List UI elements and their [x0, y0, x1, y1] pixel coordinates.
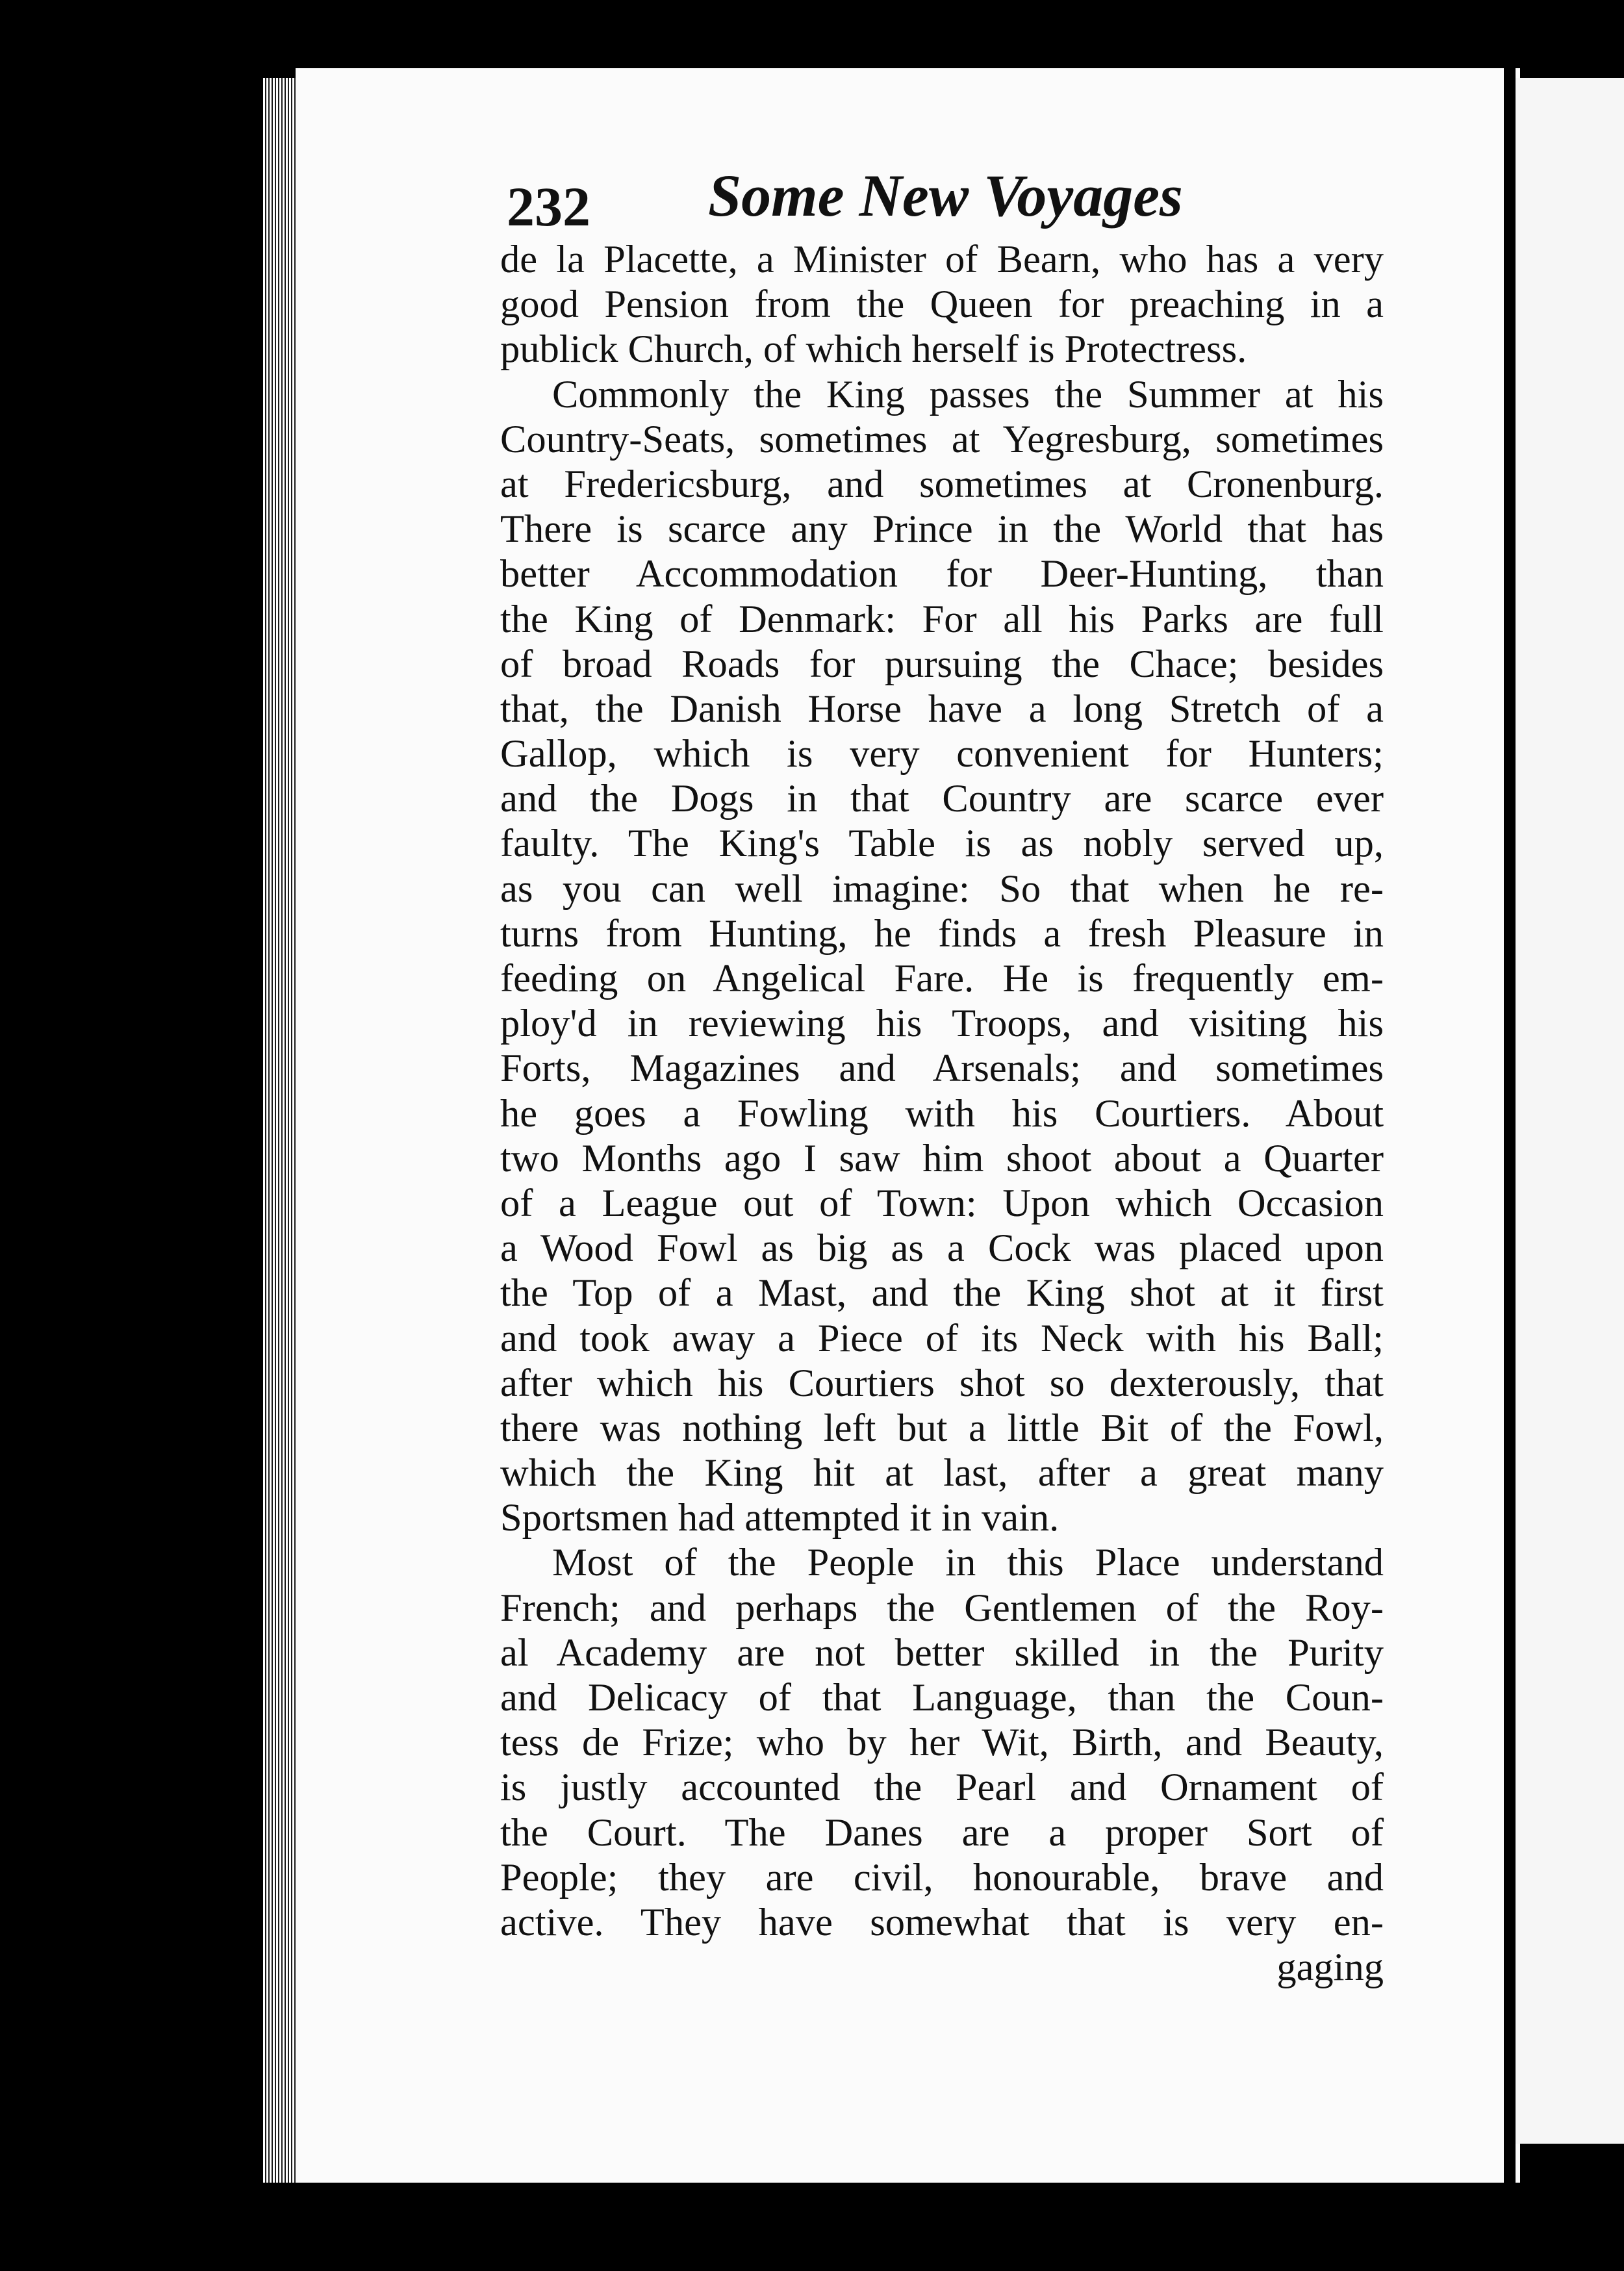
text-line: French; and perhaps the Gentlemen of the Roy-	[500, 1586, 1384, 1630]
text-line: feeding on Angelical Fare. He is frequently em-	[500, 957, 1384, 1000]
text-line: better Accommodation for Deer-Hunting, than	[500, 552, 1384, 596]
body-text	[500, 237, 1384, 1990]
text-line: the King of Denmark: For all his Parks are full	[500, 597, 1384, 641]
text-line: of a League out of Town: Upon which Occasion	[500, 1181, 1384, 1225]
text-line: There is scarce any Prince in the World that has	[500, 507, 1384, 552]
text-line: and took away a Piece of its Neck with his Ball;	[500, 1316, 1384, 1360]
text-line: active. They have somewhat that is very en-	[500, 1900, 1384, 1944]
text-line: Forts, Magazines and Arsenals; and sometimes	[500, 1047, 1384, 1091]
text-line: he goes a Fowling with his Courtiers. About	[500, 1091, 1384, 1136]
text-line: the Top of a Mast, and the King shot at it first	[500, 1271, 1384, 1315]
text-line: People; they are civil, honourable, brave and	[500, 1855, 1384, 1899]
text-line: the Court. The Danes are a proper Sort of	[500, 1810, 1384, 1855]
text-line: of broad Roads for pursuing the Chace; besides	[500, 642, 1384, 686]
text-line: that, the Danish Horse have a long Stretch of a	[500, 687, 1384, 731]
gutter	[1504, 52, 1516, 2183]
text-line: at Fredericsburg, and sometimes at Cronenburg.	[500, 462, 1384, 506]
text-line: after which his Courtiers shot so dexterously, that	[500, 1361, 1384, 1405]
text-line: good Pension from the Queen for preaching in a	[500, 283, 1384, 327]
text-line: Gallop, which is very convenient for Hunters;	[500, 732, 1384, 776]
catchword: gaging	[1276, 1946, 1384, 1990]
text-line: Sportsmen had attempted it in vain.	[500, 1496, 1059, 1540]
text-line: two Months ago I saw him shoot about a Quarter	[500, 1136, 1384, 1180]
text-line: publick Church, of which herself is Protectress.	[500, 327, 1247, 372]
facing-page-edge	[1516, 78, 1624, 2144]
text-line: there was nothing left but a little Bit of the Fowl,	[500, 1406, 1384, 1450]
running-title: Some New Voyages	[708, 162, 1183, 229]
text-line: and Delicacy of that Language, than the Coun-	[500, 1676, 1384, 1719]
text-line: a Wood Fowl as big as a Cock was placed upon	[500, 1226, 1384, 1271]
text-line: turns from Hunting, he finds a fresh Pleasure in	[500, 911, 1384, 956]
text-line: is justly accounted the Pearl and Ornament of	[500, 1766, 1384, 1810]
text-line: which the King hit at last, after a great many	[500, 1451, 1384, 1495]
text-line: al Academy are not better skilled in the Purity	[500, 1630, 1384, 1675]
text-line: tess de Frize; who by her Wit, Birth, and Beauty,	[500, 1721, 1384, 1765]
text-line: faulty. The King's Table is as nobly served up,	[500, 822, 1384, 866]
text-line: Most of the People in this Place understand	[552, 1541, 1384, 1585]
text-line: ploy'd in reviewing his Troops, and visiting his	[500, 1002, 1384, 1046]
page-number: 232	[507, 175, 590, 238]
text-line: Commonly the King passes the Summer at his	[552, 372, 1384, 416]
text-line: and the Dogs in that Country are scarce ever	[500, 777, 1384, 821]
text-line: Country-Seats, sometimes at Yegresburg, sometimes	[500, 417, 1384, 461]
text-line: as you can well imagine: So that when he re-	[500, 867, 1384, 911]
text-line: de la Placette, a Minister of Bearn, who has a very	[500, 238, 1384, 281]
